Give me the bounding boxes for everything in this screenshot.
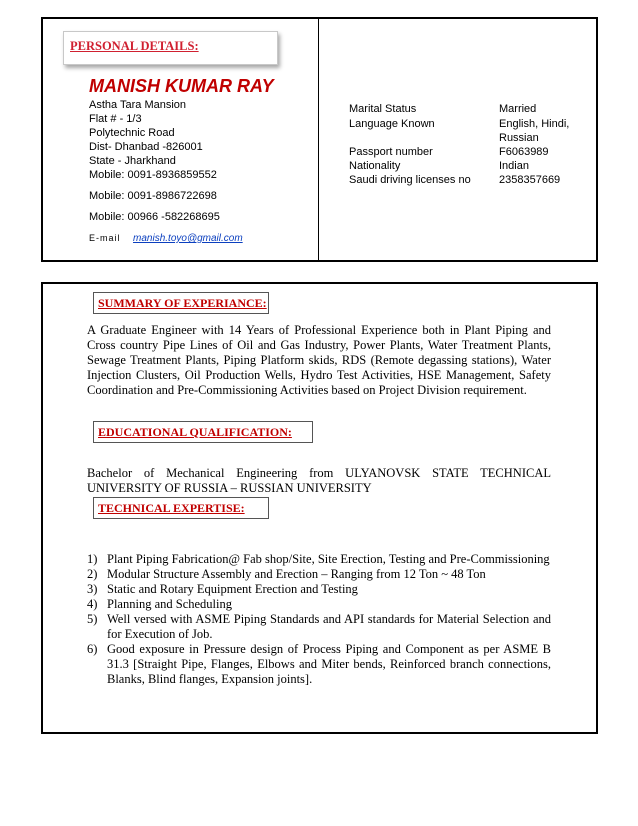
info-value: Russian	[499, 132, 539, 144]
list-item	[87, 582, 551, 597]
address-line: Astha Tara Mansion	[89, 99, 187, 111]
list-item	[87, 612, 551, 642]
info-label: Passport number	[349, 146, 433, 158]
mobile-number: Mobile: 0091-8986722698	[89, 190, 217, 202]
education-text	[87, 466, 551, 496]
column-divider	[318, 19, 319, 260]
expertise-list	[87, 552, 551, 687]
info-value: Indian	[499, 160, 529, 172]
info-label: Saudi driving licenses no	[349, 174, 471, 186]
info-value: Married	[499, 103, 537, 115]
address-line: Flat # - 1/3	[89, 113, 142, 125]
list-number: 1)	[87, 552, 98, 566]
list-item	[87, 567, 551, 582]
list-text: Modular Structure Assembly and Erection – Ranging from 12 Ton ~ 48 Ton	[107, 567, 486, 581]
personal-details-heading: PERSONAL DETAILS:	[63, 31, 278, 65]
address-line: Dist- Dhanbad -826001	[89, 141, 203, 153]
info-label: Marital Status	[349, 103, 417, 115]
list-text: Static and Rotary Equipment Erection and Testing	[107, 582, 358, 596]
summary-heading: SUMMARY OF EXPERIANCE:	[93, 292, 269, 314]
info-value: F6063989	[499, 146, 549, 158]
list-item	[87, 597, 551, 612]
email-label: E-mail	[89, 233, 121, 243]
education-line: Bachelor of Mechanical Engineering from ULYANOVSK STATE TECHNICAL	[87, 466, 551, 480]
list-number: 4)	[87, 597, 98, 611]
mobile-number: Mobile: 00966 -582268695	[89, 211, 220, 223]
list-number: 2)	[87, 567, 98, 581]
list-text: Planning and Scheduling	[107, 597, 232, 611]
address-line: Polytechnic Road	[89, 127, 175, 139]
list-item	[87, 642, 551, 687]
list-text: Plant Piping Fabrication@ Fab shop/Site, Site Erection, Testing and Pre-Commissioning	[107, 552, 550, 566]
list-number: 5)	[87, 612, 98, 626]
info-label: Language Known	[349, 118, 435, 130]
technical-expertise-heading: TECHNICAL EXPERTISE:	[93, 497, 269, 519]
profile-box	[41, 282, 598, 734]
info-label: Nationality	[349, 160, 401, 172]
list-text: Well versed with ASME Piping Standards and API standards for Material Selection and for Execution of Job.	[107, 612, 551, 641]
email-link[interactable]: manish.toyo@gmail.com	[133, 233, 243, 244]
info-value: English, Hindi,	[499, 118, 570, 130]
info-value: 2358357669	[499, 174, 561, 186]
education-heading: EDUCATIONAL QUALIFICATION:	[93, 421, 313, 443]
email-row	[89, 233, 243, 244]
list-text: Good exposure in Pressure design of Process Piping and Component as per ASME B 31.3 [Straight Pipe, Flanges, Elbows and Miter bends, Reinforced branch connections, Blanks, Blind flanges, Expansion joints].	[107, 642, 551, 686]
list-number: 3)	[87, 582, 98, 596]
personal-details-box	[41, 17, 598, 262]
summary-text: A Graduate Engineer with 14 Years of Professional Experience both in Plant Piping and Cross country Pipe Lines of Oil and Gas Industry, Power Plants, Water Treatment Plants, Sewage Treatment Plants, Piping Platform skids, RDS (Remote degassing stations), Water Injection Clusters, Oil Production Wells, Hydro Test Activities, HSE Management, Safety Coordination and Pre-Commissioning Activities based on Project Division requirement.	[87, 323, 551, 397]
mobile-number: Mobile: 0091-8936859552	[89, 169, 217, 181]
education-line: UNIVERSITY OF RUSSIA – RUSSIAN UNIVERSITY	[87, 481, 372, 495]
list-item	[87, 552, 551, 567]
candidate-name: MANISH KUMAR RAY	[89, 76, 274, 96]
address-line: State - Jharkhand	[89, 155, 176, 167]
list-number: 6)	[87, 642, 98, 656]
